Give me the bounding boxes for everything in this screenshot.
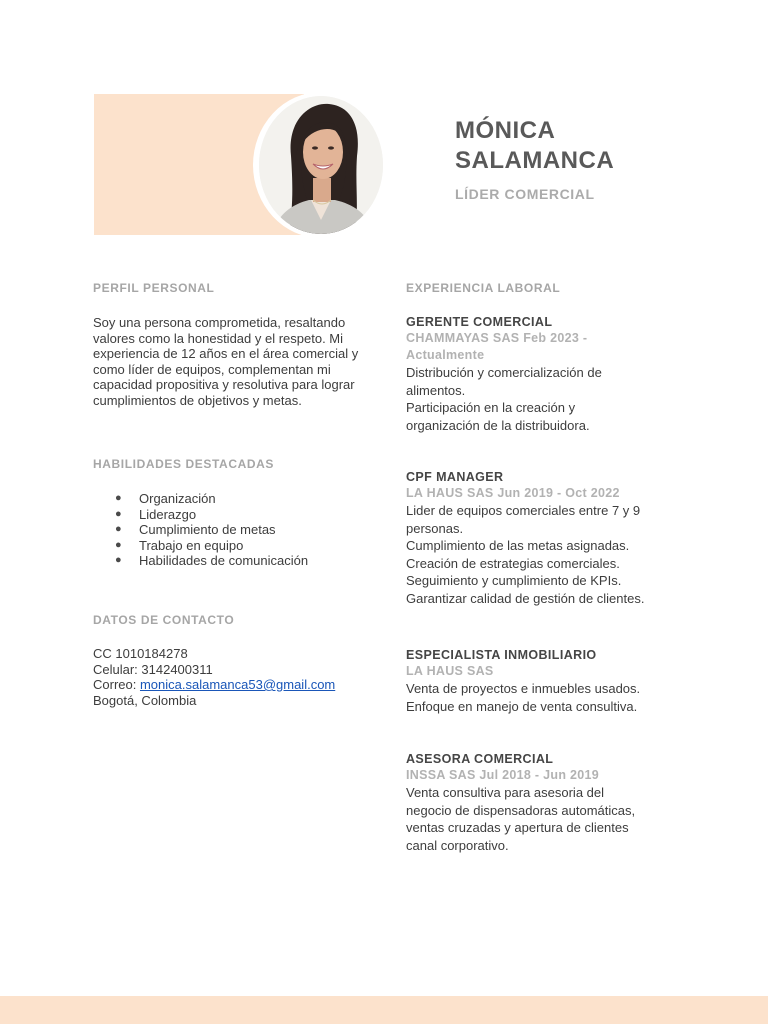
job-description-line: Creación de estrategias comerciales. — [406, 555, 620, 571]
contact-section-title: DATOS DE CONTACTO — [93, 613, 235, 627]
candidate-last-name: SALAMANCA — [455, 147, 615, 174]
contact-email-link[interactable]: monica.salamanca53@gmail.com — [139, 677, 336, 692]
bullet-icon: ● — [115, 554, 122, 566]
job-title: ASESORA COMERCIAL — [406, 752, 554, 766]
experience-section-title: EXPERIENCIA LABORAL — [406, 281, 561, 295]
skill-item — [93, 507, 308, 523]
job-description-line: canal corporativo. — [406, 837, 509, 853]
bullet-icon: ● — [115, 523, 122, 535]
job-company: LA HAUS SAS — [406, 664, 494, 678]
job-description-line: organización de la distribuidora. — [406, 417, 590, 433]
skill-label: Habilidades de comunicación — [139, 553, 309, 568]
job-company: LA HAUS SAS Jun 2019 - Oct 2022 — [406, 486, 620, 500]
job-entry — [406, 751, 696, 854]
skill-item — [93, 538, 308, 554]
job-title: CPF MANAGER — [406, 470, 504, 484]
skill-label: Organización — [139, 491, 216, 506]
job-company: INSSA SAS Jul 2018 - Jun 2019 — [406, 768, 600, 782]
contact-phone: Celular: 3142400311 — [93, 661, 213, 677]
bullet-icon: ● — [115, 538, 122, 551]
job-description-line: Venta de proyectos e inmuebles usados. — [406, 681, 641, 696]
job-description-line: Distribución y comercialización de — [406, 365, 602, 380]
job-description-line: Garantizar calidad de gestión de clientes. — [406, 590, 645, 606]
job-entry — [406, 647, 696, 715]
job-description-line: negocio de dispensadoras automáticas, — [406, 802, 636, 818]
job-description-line: alimentos. — [406, 382, 466, 398]
profile-text: Soy una persona comprometida, resaltando valores como la honestidad y el respeto. Mi experiencia de 12 años en el área comercial y como líder de equipos, complementan mi capacidad propositiva y resolutiva para lograr cumplimientos de objetivos y metas. — [93, 315, 359, 408]
candidate-name — [455, 116, 715, 176]
job-title: ESPECIALISTA INMOBILIARIO — [406, 648, 597, 662]
skill-item — [93, 553, 308, 569]
job-title: GERENTE COMERCIAL — [406, 315, 553, 329]
portrait-illustration — [259, 96, 383, 234]
skill-item — [93, 522, 308, 538]
job-description-line: Seguimiento y cumplimiento de KPIs. — [406, 573, 622, 588]
job-description-line: Enfoque en manejo de venta consultiva. — [406, 698, 638, 714]
skill-item — [93, 491, 308, 507]
skill-label: Liderazgo — [139, 506, 197, 522]
profile-photo-frame — [253, 92, 389, 238]
bullet-icon: ● — [115, 507, 122, 520]
skill-label: Cumplimiento de metas — [139, 522, 276, 537]
skill-label: Trabajo en equipo — [139, 537, 244, 553]
job-description-line: Cumplimiento de las metas asignadas. — [406, 538, 630, 553]
skills-section-title: HABILIDADES DESTACADAS — [93, 457, 274, 471]
job-description-line: ventas cruzadas y apertura de clientes — [406, 820, 629, 835]
profile-photo — [259, 96, 383, 234]
contact-city: Bogotá, Colombia — [93, 692, 197, 708]
contact-block — [93, 646, 378, 708]
candidate-first-name: MÓNICA — [455, 117, 556, 144]
job-description-line: Venta consultiva para asesoria del — [406, 785, 605, 800]
contact-email-row — [93, 677, 378, 693]
job-entry — [406, 314, 696, 434]
job-company-period: Actualmente — [406, 348, 485, 362]
job-description-line: personas. — [406, 520, 464, 536]
job-company: CHAMMAYAS SAS Feb 2023 - — [406, 331, 588, 345]
profile-section-title: PERFIL PERSONAL — [93, 281, 215, 295]
footer-accent-band — [0, 996, 768, 1024]
candidate-role: LÍDER COMERCIAL — [455, 186, 595, 202]
job-entry — [406, 469, 696, 607]
job-description-line: Lider de equipos comerciales entre 7 y 9 — [406, 503, 641, 518]
contact-email-label: Correo: — [93, 677, 140, 692]
skills-list — [93, 491, 308, 569]
contact-id: CC 1010184278 — [93, 646, 188, 661]
job-description-line: Participación en la creación y — [406, 400, 576, 415]
bullet-icon: ● — [115, 492, 122, 504]
